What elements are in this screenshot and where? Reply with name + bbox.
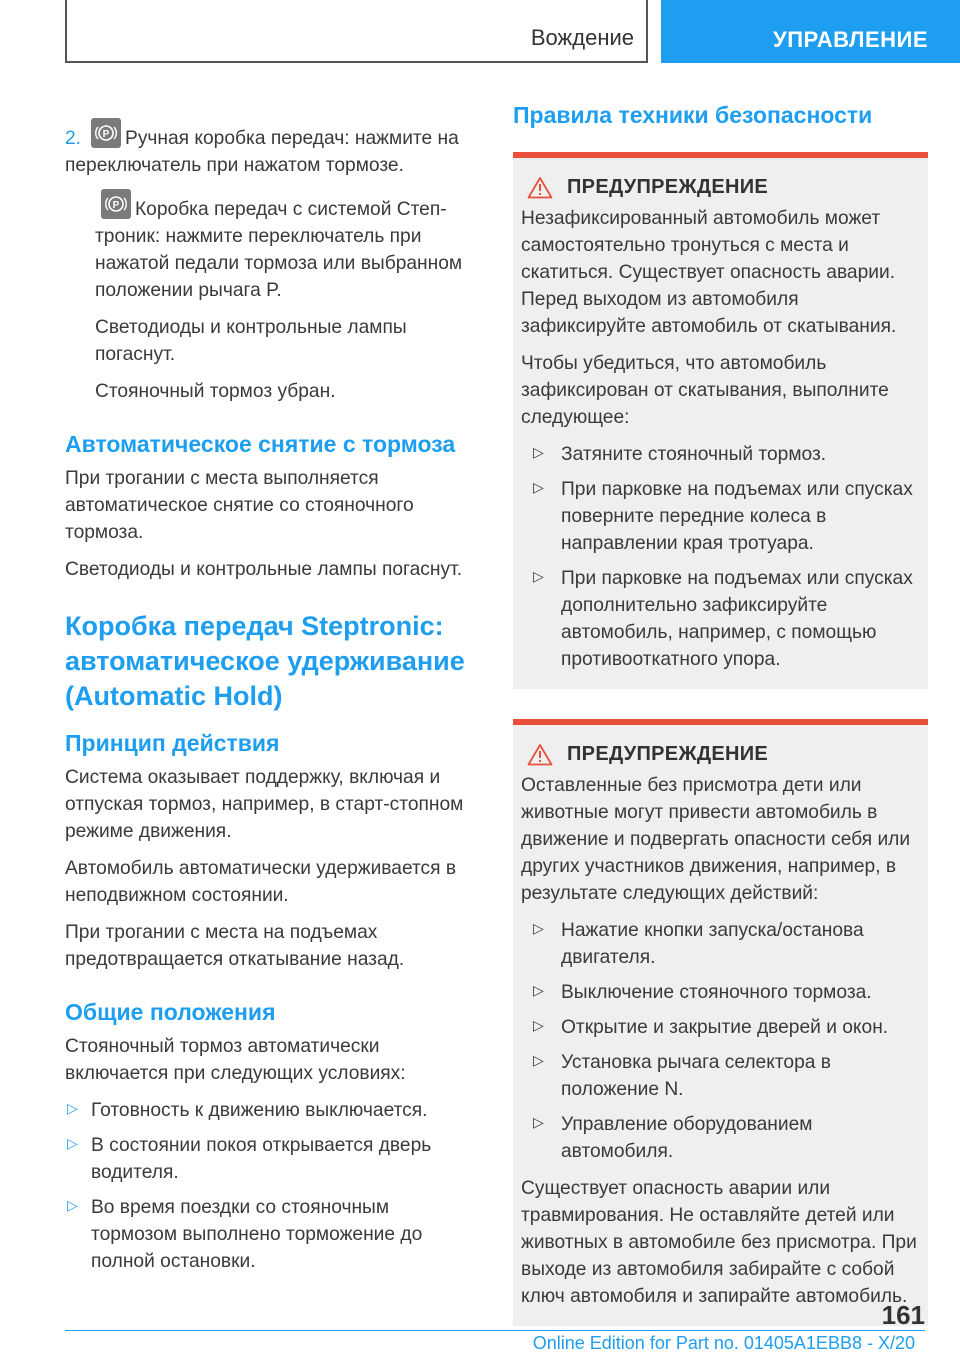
- step-text-2: Коробка передач с системой Степ-троник: нажмите переключатель при нажатой педали тормоза или выбранном положении рычага P.: [95, 199, 463, 301]
- warning-header: [527, 743, 920, 766]
- list-item: ▷ Открытие и закрытие дверей и окон.: [533, 1017, 889, 1038]
- list-item: ▷ В состоянии покоя открывается дверь водителя.: [67, 1135, 432, 1183]
- heading-automatic-hold: Коробка передач Steptronic: автоматическое удерживание (Automatic Hold): [65, 611, 465, 711]
- bullet-triangle-icon: ▷: [533, 1052, 544, 1068]
- bullet-triangle-icon: ▷: [533, 982, 544, 998]
- warning-header: [527, 176, 920, 199]
- warning-title: ПРЕДУПРЕЖДЕНИЕ: [567, 176, 769, 198]
- warning-icon: [527, 743, 553, 766]
- paragraph: Стояночный тормоз убран.: [95, 381, 336, 402]
- header-chapter-tab: [661, 0, 960, 63]
- footer-divider: [65, 1330, 925, 1331]
- paragraph: Автомобиль автоматически удерживается в неподвижном состоянии.: [65, 858, 457, 906]
- bullet-triangle-icon: ▷: [533, 479, 544, 495]
- right-column: [513, 100, 928, 1326]
- paragraph: Незафиксированный автомобиль может самостоятельно тронуться с места и скатиться. Существует опасность аварии. Перед выходом из автомобиля зафиксируйте автомобиль от скатывания.: [521, 208, 897, 337]
- bullet-triangle-icon: ▷: [533, 1114, 544, 1130]
- page-number: 161: [881, 1300, 925, 1330]
- paragraph: Чтобы убедиться, что автомобиль зафиксирован от скатывания, выполните следующее:: [521, 353, 889, 428]
- parking-brake-icon: [91, 118, 121, 148]
- edition-link[interactable]: Online Edition for Part no. 01405A1EBB8 - X/20: [532, 1333, 915, 1353]
- heading-general: Общие положения: [65, 999, 276, 1025]
- bullet-triangle-icon: ▷: [67, 1100, 78, 1116]
- heading-auto-release: Автоматическое снятие с тормоза: [65, 431, 456, 457]
- list-item: ▷ При парковке на подъемах или спусках дополнительно зафиксируйте автомобиль, например, с помощью противооткатного упора.: [533, 568, 913, 670]
- paragraph: При трогании с места выполняется автоматическое снятие со стояночного тормоза.: [65, 468, 414, 543]
- list-item: ▷ Готовность к движению выключается.: [67, 1100, 428, 1121]
- list-item: ▷ Управление оборудованием автомобиля.: [533, 1114, 813, 1162]
- svg-text:P: P: [102, 129, 110, 140]
- bullet-triangle-icon: ▷: [533, 444, 544, 460]
- list-item: ▷ Затяните стояночный тормоз.: [533, 444, 827, 465]
- paragraph: Стояночный тормоз автоматически включается при следующих условиях:: [65, 1036, 406, 1084]
- left-column: [65, 118, 480, 1275]
- paragraph: При трогании с места на подъемах предотвращается откатывание назад.: [65, 922, 405, 970]
- paragraph: Светодиоды и контрольные лампы погаснут.: [95, 317, 407, 365]
- svg-text:P: P: [112, 200, 120, 211]
- warning-icon: [527, 176, 553, 199]
- warning-title: ПРЕДУПРЕЖДЕНИЕ: [567, 743, 769, 765]
- step-2-steptronic: [65, 189, 480, 304]
- bullet-triangle-icon: ▷: [67, 1197, 78, 1213]
- parking-brake-icon: [101, 189, 131, 219]
- list-item: ▷ При парковке на подъемах или спусках поверните передние колеса в направлении края тротуара.: [533, 479, 913, 554]
- list-item: ▷ Выключение стояночного тормоза.: [533, 982, 872, 1003]
- list-item: ▷ Установка рычага селектора в положение N.: [533, 1052, 831, 1100]
- list-item: ▷ Во время поездки со стояночным тормозом выполнено торможение до полной остановки.: [67, 1197, 423, 1272]
- step-text: Ручная коробка передач: нажмите на переключатель при нажатом тормозе.: [65, 128, 459, 176]
- paragraph: Существует опасность аварии или травмирования. Не оставляйте детей или животных в автомобиле без присмотра. При выходе из автомобиля забирайте с собой ключ автомобиля и запирайте автомобиль.: [521, 1178, 917, 1307]
- bullet-triangle-icon: ▷: [533, 568, 544, 584]
- header-section-label: Вождение: [530, 25, 634, 50]
- header-section-tab: [65, 0, 648, 63]
- bullet-triangle-icon: ▷: [533, 1017, 544, 1033]
- bullet-triangle-icon: ▷: [67, 1135, 78, 1151]
- paragraph: Светодиоды и контрольные лампы погаснут.: [65, 559, 463, 580]
- heading-principle: Принцип действия: [65, 730, 280, 756]
- paragraph: Система оказывает поддержку, включая и отпуская тормоз, например, в старт-стопном режиме движения.: [65, 767, 464, 842]
- warning-box: [513, 152, 928, 689]
- step-number: 2.: [65, 128, 82, 149]
- list-item: ▷ Нажатие кнопки запуска/останова двигателя.: [533, 920, 864, 968]
- paragraph: Оставленные без присмотра дети или животные могут привести автомобиль в движение и подвергать опасности себя или других участников движения, например, в результате следующих действий:: [521, 775, 911, 904]
- warning-box: [513, 719, 928, 1326]
- bullet-triangle-icon: ▷: [533, 920, 544, 936]
- step-2: [65, 118, 480, 179]
- heading-safety: Правила техники безопасности: [513, 102, 873, 128]
- header-chapter-label: УПРАВЛЕНИЕ: [773, 27, 928, 52]
